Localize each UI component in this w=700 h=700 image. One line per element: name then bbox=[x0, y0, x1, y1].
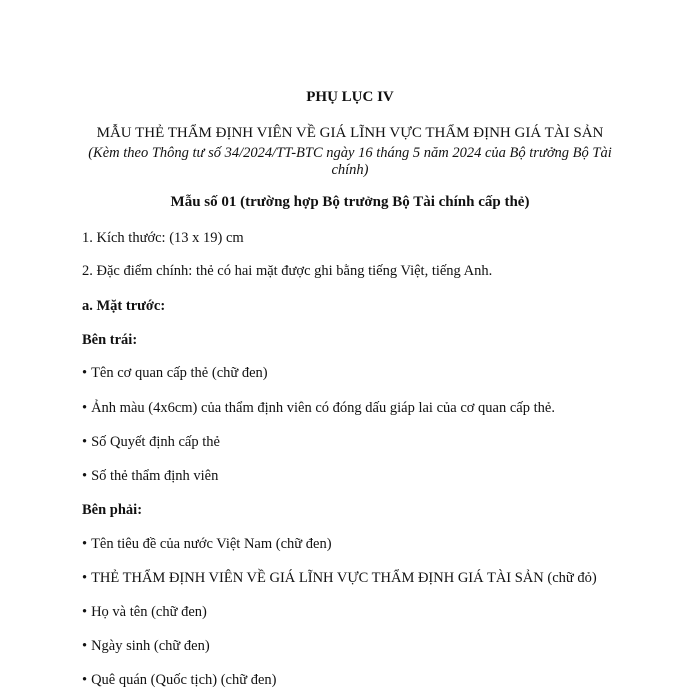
left-side-heading: Bên trái: bbox=[82, 332, 138, 348]
list-item-text: Ảnh màu (4x6cm) của thẩm định viên có đóng dấu giáp lai của cơ quan cấp thẻ. bbox=[91, 400, 555, 416]
list-item bbox=[82, 399, 555, 417]
bullet: • bbox=[82, 604, 88, 620]
list-item bbox=[82, 637, 210, 655]
list-item-text: THẺ THẨM ĐỊNH VIÊN VỀ GIÁ LĨNH VỰC THẨM ĐỊNH GIÁ TÀI SẢN (chữ đỏ) bbox=[91, 570, 597, 586]
list-item-text: Số Quyết định cấp thẻ bbox=[91, 434, 220, 450]
list-item-text: Ngày sinh (chữ đen) bbox=[91, 638, 210, 654]
bullet: • bbox=[82, 400, 88, 416]
list-item-text: Tên cơ quan cấp thẻ (chữ đen) bbox=[91, 365, 268, 381]
front-heading: a. Mặt trước: bbox=[82, 298, 166, 314]
sample-title: Mẫu số 01 (trường hợp Bộ trưởng Bộ Tài chính cấp thẻ) bbox=[170, 194, 530, 210]
form-title: MẪU THẺ THẨM ĐỊNH VIÊN VỀ GIÁ LĨNH VỰC THẨM ĐỊNH GIÁ TÀI SẢN bbox=[96, 125, 604, 141]
list-item bbox=[82, 671, 277, 689]
bullet: • bbox=[82, 638, 88, 654]
size-line: 1. Kích thước: (13 x 19) cm bbox=[82, 230, 244, 246]
right-side-heading: Bên phải: bbox=[82, 502, 143, 518]
list-item-text: Số thẻ thẩm định viên bbox=[91, 468, 219, 484]
list-item bbox=[82, 364, 268, 382]
bullet: • bbox=[82, 536, 88, 552]
list-item-text: Tên tiêu đề của nước Việt Nam (chữ đen) bbox=[91, 536, 332, 552]
list-item-text: Họ và tên (chữ đen) bbox=[91, 604, 207, 620]
list-item bbox=[82, 603, 207, 621]
list-item-text: Quê quán (Quốc tịch) (chữ đen) bbox=[91, 672, 277, 688]
bullet: • bbox=[82, 468, 88, 484]
document-subtitle: (Kèm theo Thông tư số 34/2024/TT-BTC ngày 16 tháng 5 năm 2024 của Bộ trưởng Bộ Tài chính) bbox=[88, 145, 612, 178]
appendix-title: PHỤ LỤC IV bbox=[306, 89, 394, 105]
list-item bbox=[82, 535, 332, 553]
bullet: • bbox=[82, 365, 88, 381]
features-line: 2. Đặc điểm chính: thẻ có hai mặt được ghi bằng tiếng Việt, tiếng Anh. bbox=[82, 263, 493, 279]
bullet: • bbox=[82, 672, 88, 688]
bullet: • bbox=[82, 434, 88, 450]
list-item bbox=[82, 467, 218, 485]
bullet: • bbox=[82, 570, 88, 586]
list-item bbox=[82, 433, 220, 451]
list-item bbox=[82, 569, 597, 587]
